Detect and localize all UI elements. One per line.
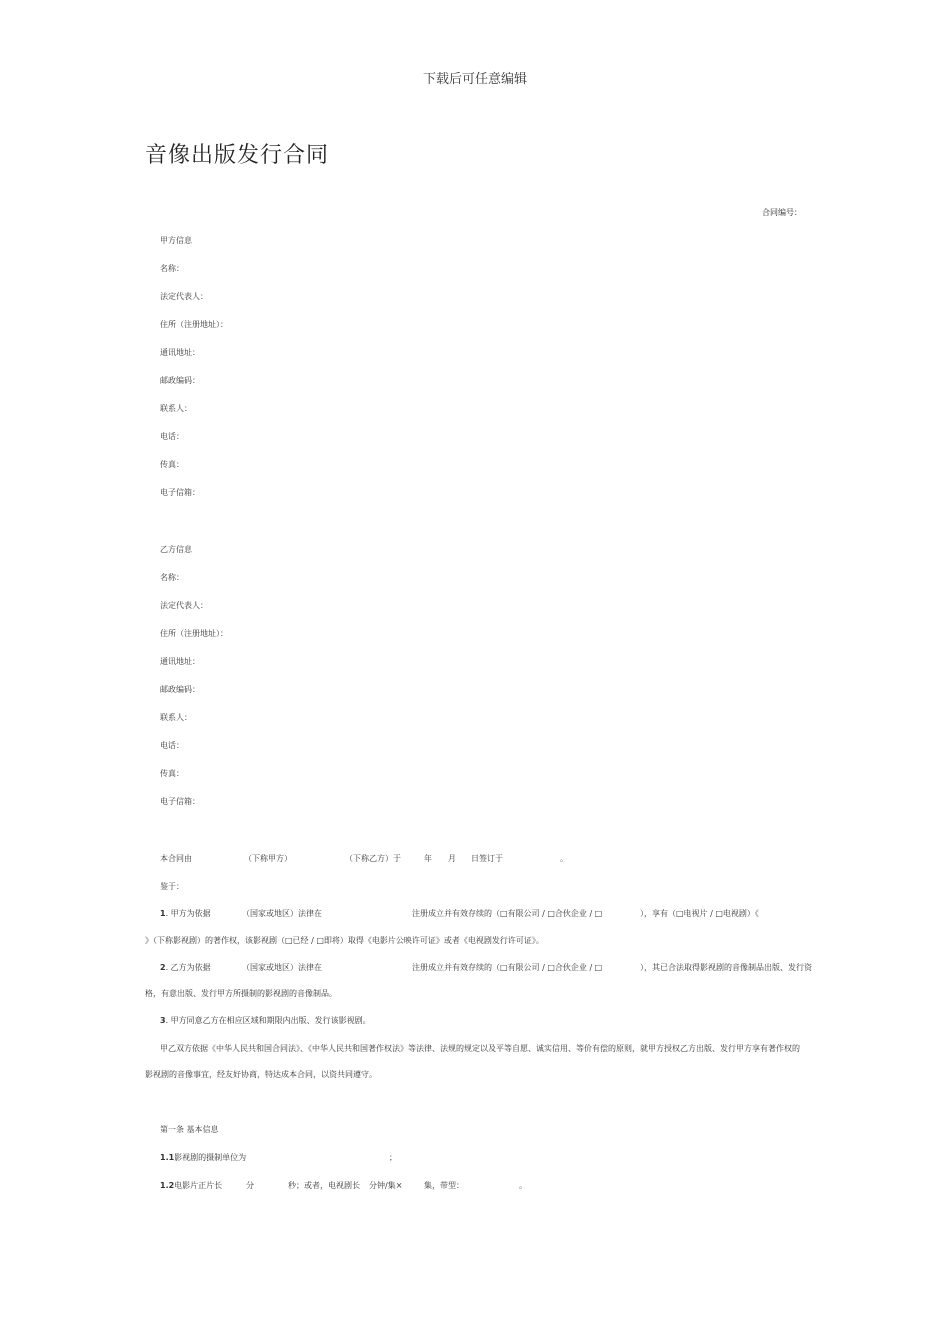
party-a-address: 住所（注册地址）： [160,320,228,329]
intro-text-2: （下称甲方） [244,854,292,863]
party-a-email: 电子信箱： [160,488,200,497]
party-a-postcode: 邮政编码： [160,376,200,385]
party-b-phone: 电话： [160,741,184,750]
item-1-2-text-c: 秒；或者，电视剧长 [288,1181,360,1190]
clause-1-text-c: 注册成立并有效存续的（□有限公司 / □合伙企业 / □ [412,909,603,918]
party-a-phone: 电话： [160,432,184,441]
party-b-email: 电子信箱： [160,797,200,806]
intro-text-3: （下称乙方）于 [345,854,401,863]
party-b-heading: 乙方信息 [160,545,192,554]
party-a-contact: 联系人： [160,404,192,413]
party-b-name: 名称： [160,573,184,582]
clause-3-line-1 [160,1015,371,1026]
item-1-2-number: 1.2 [160,1181,175,1190]
clause-2-text-e: 格，有意出版、发行甲方所摄制的影视剧的音像制品。 [145,989,337,998]
clause-2-number: 2 [160,963,166,972]
item-1-2-minutes: 分 [246,1181,254,1190]
item-1-1-end: ； [389,1153,397,1162]
intro-month: 月 [448,854,456,863]
intro-day: 日签订于 [471,854,503,863]
clause-1-text-e: 》（下称影视剧）的著作权，该影视剧（□已经 / □即将）取得《电影片公映许可证》或者《电视剧发行许可证》。 [145,936,544,945]
item-1-2-text-e: 集，带型： [424,1181,464,1190]
party-a-heading: 甲方信息 [160,236,192,245]
intro-year: 年 [424,854,432,863]
clause-1-text-d: ），享有（□电视片 / □电视剧）《 [640,909,759,918]
clause-3-text-a: . 甲方同意乙方在相应区域和期限内出版、发行该影视剧。 [165,1016,371,1025]
whereas-label: 鉴于： [160,882,184,891]
party-b-address: 住所（注册地址）： [160,629,228,638]
party-b-contact: 联系人： [160,713,192,722]
clause-2-text-c: 注册成立并有效存续的（□有限公司 / □合伙企业 / □ [412,963,603,972]
page-header: 下载后可任意编辑 [422,72,527,87]
contract-number-label: 合同编号： [762,208,802,217]
clause-2-text-a: . 乙方为依据 [165,963,211,972]
party-b-legal-rep: 法定代表人： [160,601,208,610]
intro-text-1: 本合同由 [160,854,192,863]
document-title: 音像出版发行合同 [145,143,330,168]
clause-2-text-b: （国家或地区）法律在 [242,963,322,972]
clause-2-line-1 [160,962,211,973]
clause-1-text-a: . 甲方为依据 [165,909,211,918]
party-a-mail-address: 通讯地址： [160,348,200,357]
item-1-1-number: 1.1 [160,1153,175,1162]
article-1-heading: 第一条 基本信息 [160,1125,219,1134]
party-b-postcode: 邮政编码： [160,685,200,694]
preamble-line-1: 甲乙双方依据《中华人民共和国合同法》、《中华人民共和国著作权法》等法律、法规的规定以及平等自愿、诚实信用、等价有偿的原则，就甲方授权乙方出版、发行甲方享有著作权的 [160,1044,800,1053]
clause-1-line-1 [160,908,211,919]
clause-2-text-d: ），其已合法取得影视剧的音像制品出版、发行资 [640,963,812,972]
party-a-legal-rep: 法定代表人： [160,292,208,301]
clause-1-number: 1 [160,909,166,918]
item-1-2-period: 。 [519,1181,527,1190]
intro-period: 。 [560,854,568,863]
item-1-1-text: 影视剧的摄制单位为 [174,1153,247,1162]
preamble-line-2: 影视剧的音像事宜，经友好协商，特达成本合同，以资共同遵守。 [145,1070,377,1079]
item-1-2-text-d: 分钟/集× [369,1181,403,1190]
article-1-item-2 [160,1180,222,1191]
article-1-item-1 [160,1152,246,1163]
item-1-2-text-a: 电影片正片长 [174,1181,223,1190]
party-b-mail-address: 通讯地址： [160,657,200,666]
party-b-fax: 传真： [160,769,184,778]
party-a-name: 名称： [160,264,184,273]
clause-3-number: 3 [160,1016,166,1025]
clause-1-text-b: （国家或地区）法律在 [242,909,322,918]
party-a-fax: 传真： [160,460,184,469]
